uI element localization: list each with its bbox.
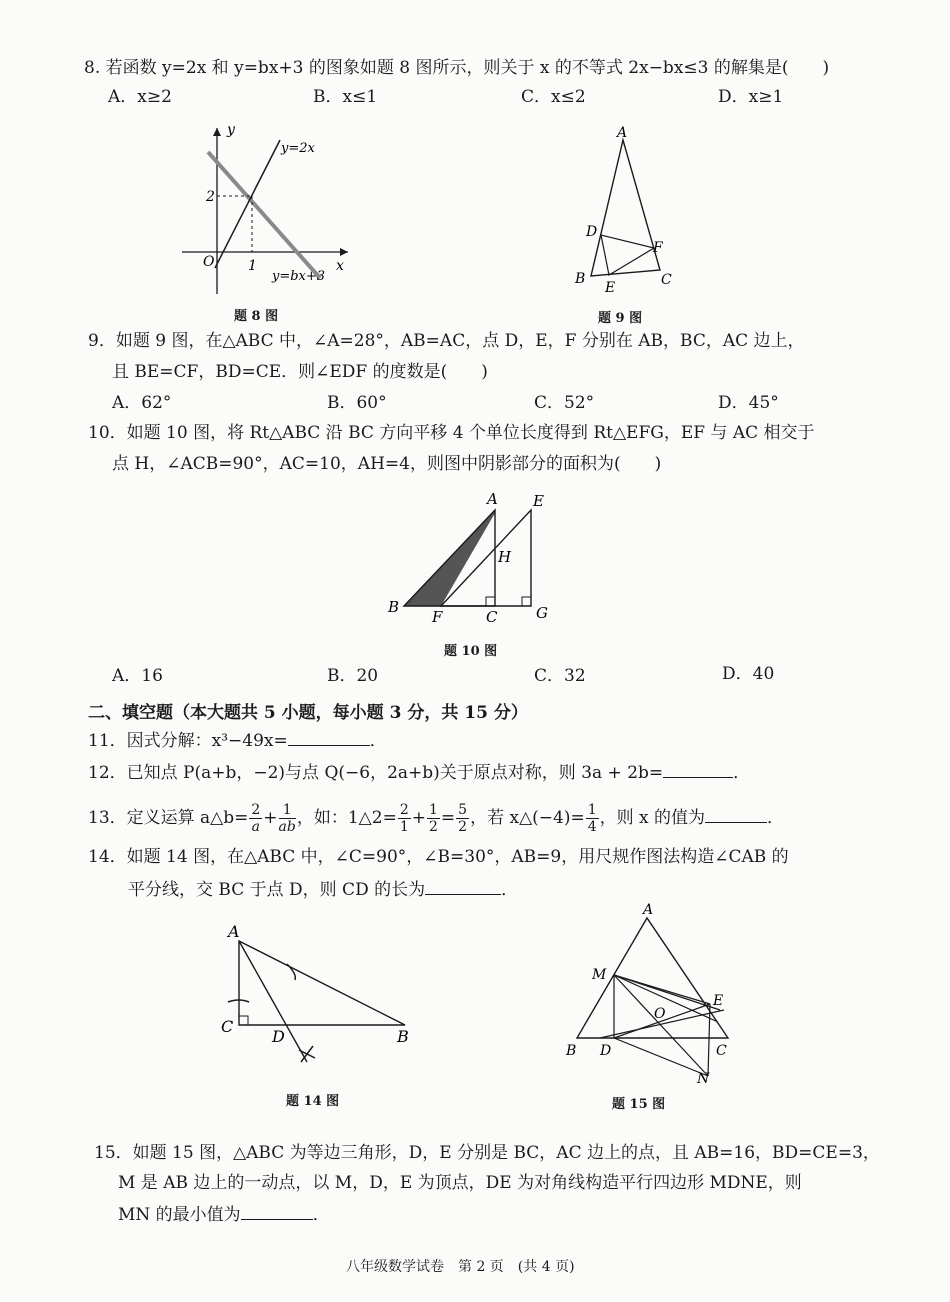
q13-text-condition: ，若 x△(−4)= [470, 808, 585, 828]
y-axis-label: y [227, 122, 235, 138]
frac-den: ab [278, 819, 296, 835]
fig10-E: E [533, 492, 544, 510]
page-footer: 八年级数学试卷 第 2 页 (共 4 页) [346, 1259, 575, 1275]
frac-den: 2 [428, 819, 438, 835]
figure-14-caption: 题 14 图 [286, 1094, 340, 1109]
q15-text: MN 的最小值为 [118, 1205, 241, 1225]
q15-end: ． [312, 1205, 330, 1225]
q11 [88, 730, 387, 752]
fig10-C: C [486, 608, 498, 626]
fig15-M: M [592, 967, 607, 983]
frac-den: 1 [399, 819, 409, 835]
tick-x-1: 1 [248, 258, 257, 274]
q13-frac-1-2 [427, 802, 440, 835]
frac-den: a [251, 819, 261, 835]
figure-15 [560, 898, 740, 1093]
label-y-2x: y=2x [281, 141, 315, 156]
figure-8 [170, 118, 370, 298]
frac-num: 2 [399, 802, 409, 818]
frac-num: 1 [587, 802, 597, 818]
q13-frac-5-2 [456, 802, 469, 835]
section-2-heading: 二、填空题（本大题共 5 小题，每小题 3 分，共 15 分） [88, 703, 528, 723]
q15-line3 [118, 1204, 330, 1226]
q8-option-a[interactable]: A．x≥2 [108, 87, 172, 107]
fig9-F: F [653, 240, 663, 256]
q11-end: ． [369, 731, 387, 751]
fig9-D: D [586, 224, 598, 240]
q14-line2 [128, 879, 518, 901]
q8-option-d[interactable]: D．x≥1 [718, 87, 784, 107]
fig15-B: B [566, 1043, 577, 1059]
frac-num: 1 [279, 802, 296, 819]
q13-frac-1-ab [279, 802, 296, 835]
fig15-A: A [643, 902, 654, 918]
fig15-N: N [697, 1071, 710, 1087]
fig15-C: C [716, 1043, 727, 1059]
fig9-E: E [605, 280, 616, 296]
q13-frac-1-4 [586, 802, 599, 835]
q8-stem: 8. 若函数 y=2x 和 y=bx+3 的图象如题 8 图所示，则关于 x 的不等式 2x−bx≤3 的解集是( ) [84, 58, 830, 78]
q10-line1: 10．如题 10 图，将 Rt△ABC 沿 BC 方向平移 4 个单位长度得到 Rt△EFG，EF 与 AC 相交于 [88, 423, 815, 443]
label-y-bx3: y=bx+3 [272, 269, 326, 284]
q9-line2: 且 BE=CF，BD=CE．则∠EDF 的度数是( ) [112, 362, 488, 382]
fig9-A: A [617, 125, 628, 141]
q13-end: ． [767, 808, 785, 828]
fig10-G: G [536, 604, 548, 622]
frac-num: 5 [458, 802, 468, 818]
q9-option-c[interactable]: C．52° [534, 393, 595, 413]
fig14-C: C [221, 1017, 234, 1036]
plus-sign: + [411, 808, 426, 828]
q11-answer-blank[interactable] [288, 745, 370, 746]
frac-den: 4 [587, 819, 597, 835]
fig15-D: D [600, 1043, 612, 1059]
q14-end: ． [501, 880, 519, 900]
q10-option-d[interactable]: D．40 [722, 664, 775, 684]
fig14-D: D [272, 1027, 285, 1046]
q14-line1: 14．如题 14 图，在△ABC 中，∠C=90°，∠B=30°，AB=9，用尺规作图法构造∠CAB 的 [88, 847, 789, 867]
q13-frac-2-1 [398, 802, 411, 835]
q12-end: ． [733, 763, 751, 783]
origin-label: O [203, 254, 215, 270]
frac-num: 2 [251, 802, 261, 818]
q13-frac-2-a [249, 802, 262, 835]
fig15-E: E [713, 993, 724, 1009]
q8-option-c[interactable]: C．x≤2 [521, 87, 586, 107]
fig10-H: H [498, 548, 512, 566]
q14-text: 平分线，交 BC 于点 D，则 CD 的长为 [128, 880, 426, 900]
q10-line2: 点 H，∠ACB=90°，AC=10，AH=4，则图中阴影部分的面积为( ) [112, 454, 662, 474]
equals-sign: = [440, 808, 456, 828]
tick-y-2: 2 [206, 189, 215, 205]
q13-text-pre: 13．定义运算 a△b= [88, 808, 249, 828]
fig9-B: B [575, 271, 586, 287]
q12-answer-blank[interactable] [663, 777, 733, 778]
figure-9-caption: 题 9 图 [598, 311, 643, 326]
q10-option-a[interactable]: A．16 [112, 666, 163, 686]
q9-option-b[interactable]: B．60° [327, 393, 387, 413]
plus-sign: + [263, 808, 278, 828]
q15-answer-blank[interactable] [241, 1219, 313, 1220]
q12 [88, 762, 750, 784]
figure-8-caption: 题 8 图 [234, 309, 279, 324]
q13-text-example: ，如：1△2= [296, 808, 397, 828]
q13-text-post: ，则 x 的值为 [599, 808, 706, 828]
q8-option-b[interactable]: B．x≤1 [313, 87, 378, 107]
q15-line1: 15．如题 15 图，△ABC 为等边三角形，D，E 分别是 BC，AC 边上的点，且 AB=16，BD=CE=3， [94, 1143, 880, 1163]
q12-text: 12．已知点 P(a+b，−2)与点 Q(−6，2a+b)关于原点对称，则 3a + 2b= [88, 763, 664, 783]
figure-9 [565, 120, 685, 300]
q14-answer-blank[interactable] [425, 894, 501, 895]
x-axis-label: x [336, 258, 344, 274]
q9-option-a[interactable]: A．62° [112, 393, 172, 413]
figure-14 [215, 918, 425, 1078]
frac-num: 1 [428, 802, 438, 818]
q9-line1: 9．如题 9 图，在△ABC 中，∠A=28°，AB=AC，点 D，E，F 分别在 AB，BC，AC 边上， [88, 331, 805, 351]
fig15-O: O [654, 1006, 666, 1022]
fig10-F: F [432, 608, 443, 626]
fig14-A: A [228, 922, 240, 941]
fig14-B: B [397, 1027, 409, 1046]
q15-line2: M 是 AB 边上的一动点，以 M，D，E 为顶点，DE 为对角线构造平行四边形 MDNE，则 [118, 1173, 802, 1193]
q11-text: 11．因式分解：x³−49x= [88, 731, 288, 751]
fig10-A: A [487, 490, 498, 508]
figure-10-caption: 题 10 图 [444, 644, 498, 659]
figure-15-caption: 题 15 图 [612, 1097, 666, 1112]
fig9-C: C [661, 272, 672, 288]
q10-option-b[interactable]: B．20 [327, 666, 379, 686]
frac-den: 2 [458, 819, 468, 835]
line-2x [215, 140, 280, 268]
q9-option-d[interactable]: D．45° [718, 393, 779, 413]
figure-10 [380, 484, 570, 634]
q10-option-c[interactable]: C．32 [534, 666, 586, 686]
fig10-B: B [388, 598, 400, 616]
q13 [88, 798, 784, 838]
q13-answer-blank[interactable] [705, 822, 767, 823]
